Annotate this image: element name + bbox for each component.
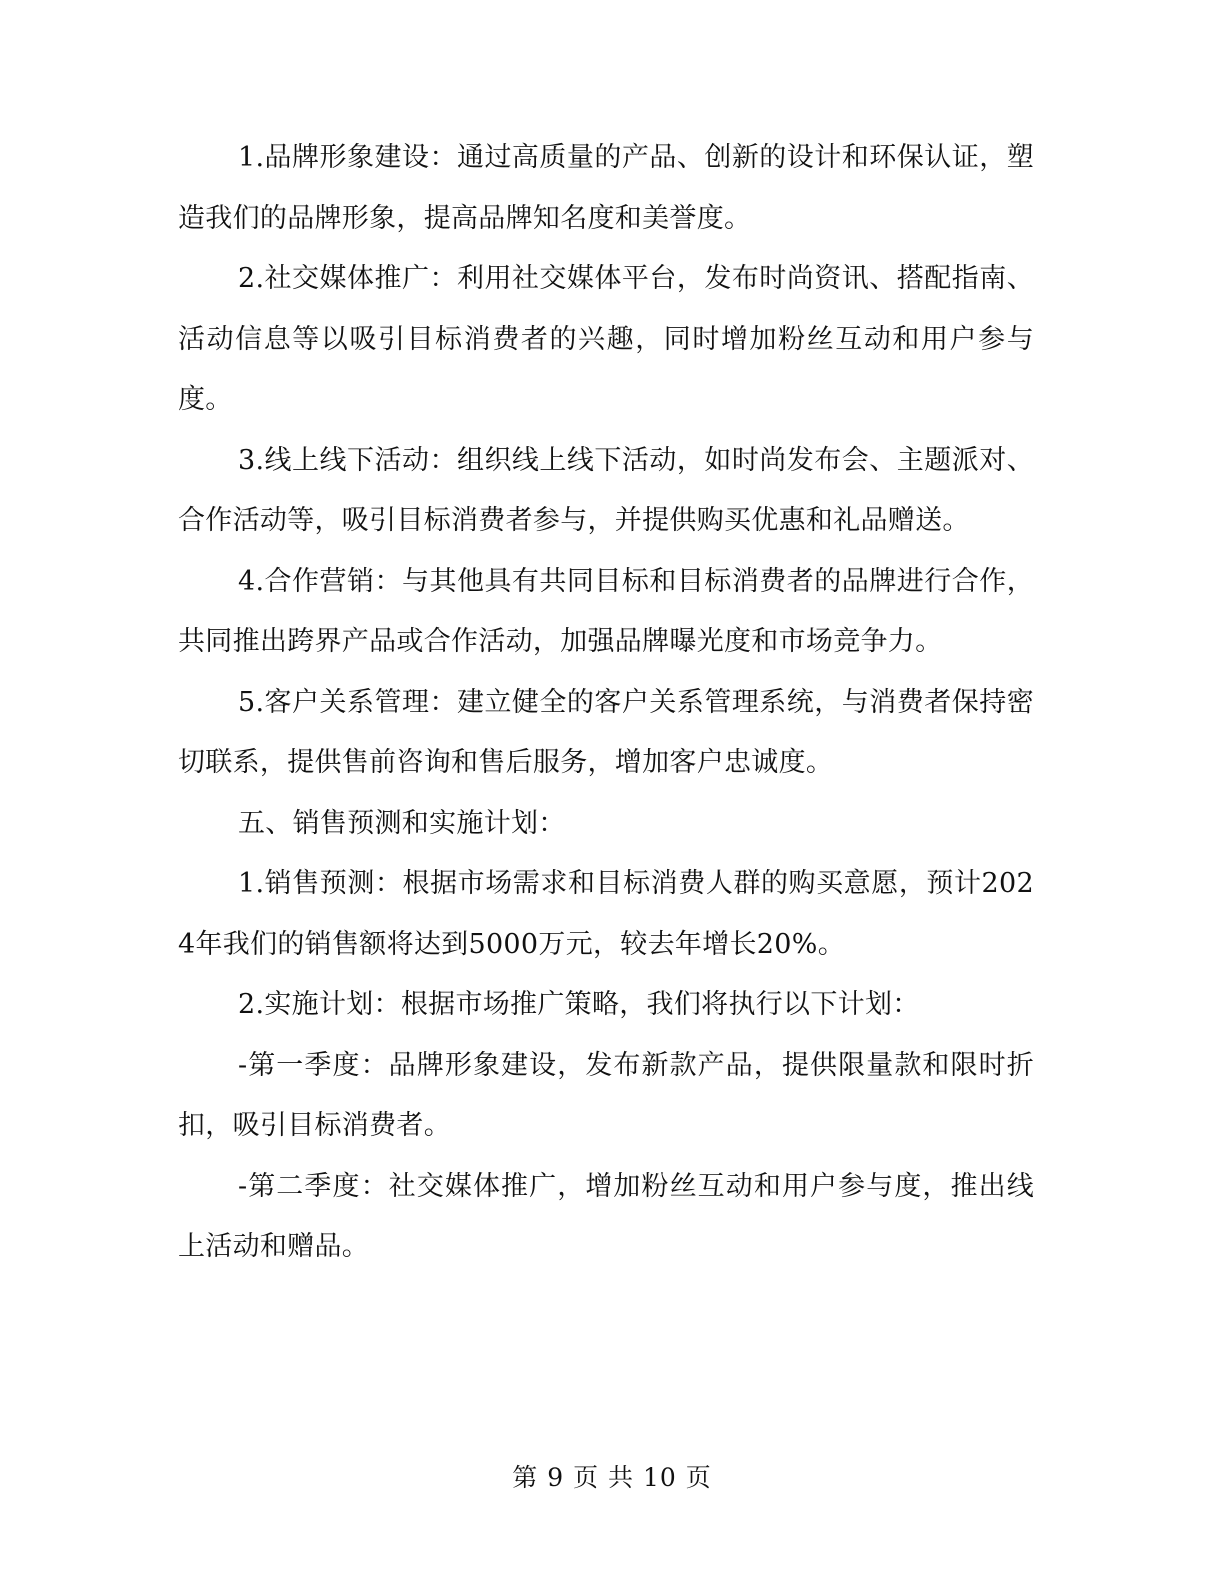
paragraph-quarter-1: -第一季度：品牌形象建设，发布新款产品，提供限量款和限时折扣，吸引目标消费者。: [178, 1049, 1034, 1141]
paragraph-quarter-2: -第二季度：社交媒体推广，增加粉丝互动和用户参与度，推出线上活动和赠品。: [178, 1170, 1034, 1262]
paragraph-implementation-plan: 2.实施计划：根据市场推广策略，我们将执行以下计划：: [238, 989, 920, 1020]
paragraph-crm: 5.客户关系管理：建立健全的客户关系管理系统，与消费者保持密切联系，提供售前咨询和售后服务，增加客户忠诚度。: [178, 686, 1034, 778]
paragraph-social-media: 2.社交媒体推广：利用社交媒体平台，发布时尚资讯、搭配指南、活动信息等以吸引目标消费者的兴趣，同时增加粉丝互动和用户参与度。: [178, 263, 1034, 415]
paragraph-online-offline-events: 3.线上线下活动：组织线上线下活动，如时尚发布会、主题派对、合作活动等，吸引目标消费者参与，并提供购买优惠和礼品赠送。: [178, 444, 1034, 536]
paragraph-co-marketing: 4.合作营销：与其他具有共同目标和目标消费者的品牌进行合作，共同推出跨界产品或合作活动，加强品牌曝光度和市场竞争力。: [178, 565, 1034, 657]
section-heading-sales-forecast: 五、销售预测和实施计划：: [238, 807, 566, 839]
paragraph-sales-forecast: 1.销售预测：根据市场需求和目标消费人群的购买意愿，预计2024年我们的销售额将达到5000万元，较去年增长20%。: [178, 868, 1034, 960]
page-number-footer: 第 9 页 共 10 页: [512, 1463, 712, 1492]
paragraph-brand-image: 1.品牌形象建设：通过高质量的产品、创新的设计和环保认证，塑造我们的品牌形象，提高品牌知名度和美誉度。: [178, 142, 1034, 234]
document-body: [178, 128, 1034, 1278]
